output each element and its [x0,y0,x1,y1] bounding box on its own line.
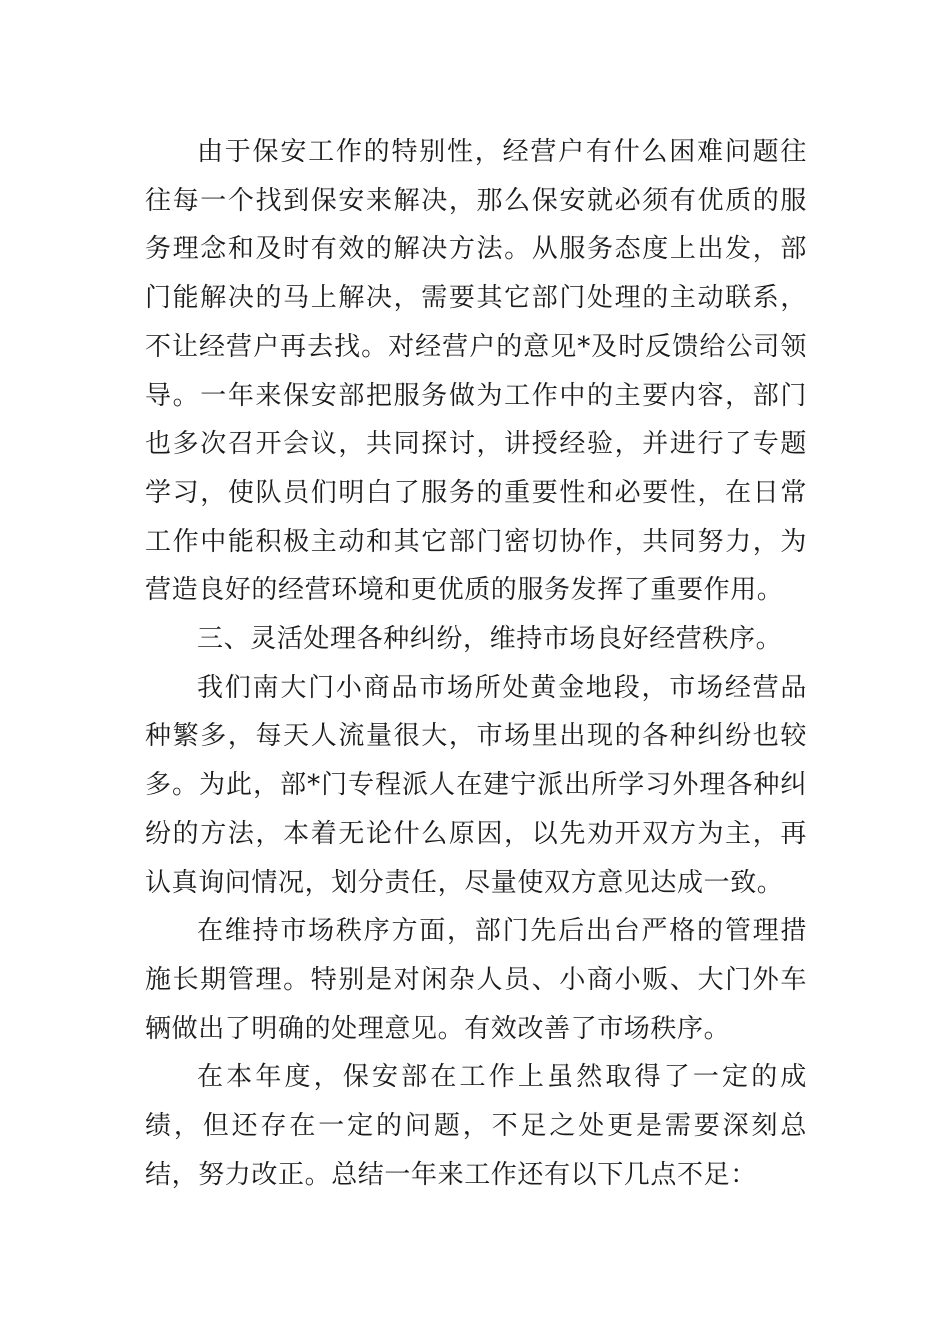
paragraph-service-philosophy: 由于保安工作的特别性，经营户有什么困难问题往往每一个找到保安来解决，那么保安就必须有优质的服务理念和及时有效的解决方法。从服务态度上出发，部门能解决的马上解决，需要其它部门处理的主动联系，不让经营户再去找。对经营户的意见*及时反馈给公司领导。一年来保安部把服务做为工作中的主要内容，部门也多次召开会议，共同探讨，讲授经验，并进行了专题学习，使队员们明白了服务的重要性和必要性，在日常工作中能积极主动和其它部门密切协作，共同努力，为营造良好的经营环境和更优质的服务发挥了重要作用。 [145,137,807,606]
paragraph-market-disputes: 我们南大门小商品市场所处黄金地段，市场经营品种繁多，每天人流量很大，市场里出现的各种纠纷也较多。为此，部*门专程派人在建宁派出所学习外理各种纠纷的方法，本着无论什么原因，以先劝开双方为主，再认真询问情况，划分责任，尽量使双方意见达成一致。 [145,672,807,898]
paragraph-shortcomings: 在本年度，保安部在工作上虽然取得了一定的成绩，但还存在一定的问题，不足之处更是需要深刻总结，努力改正。总结一年来工作还有以下几点不足： [145,1062,807,1190]
paragraph-market-order: 在维持市场秩序方面，部门先后出台严格的管理措施长期管理。特别是对闲杂人员、小商小贩、大门外车辆做出了明确的处理意见。有效改善了市场秩序。 [145,916,807,1044]
document-body [145,128,807,1199]
section-heading-dispute-handling: 三、灵活处理各种纠纷，维持市场良好经营秩序。 [197,624,783,655]
